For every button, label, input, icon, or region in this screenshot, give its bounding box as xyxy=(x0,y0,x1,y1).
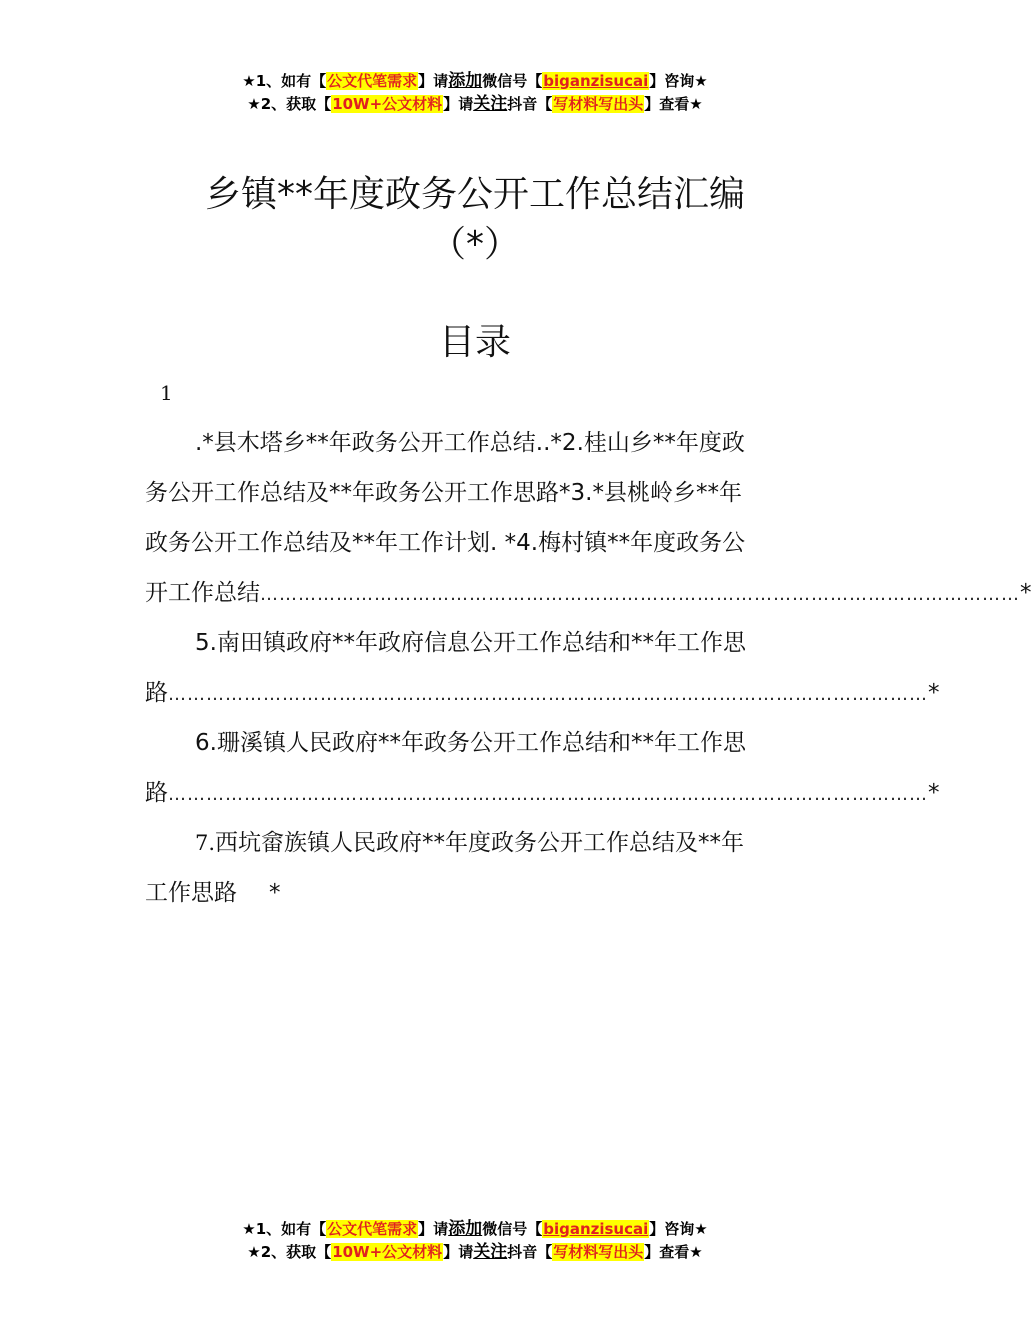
highlight-wechat-id: biganzisucai xyxy=(543,1220,649,1238)
toc-entry-7: 7.西坑畲族镇人民政府**年度政务公开工作总结及**年 xyxy=(195,830,745,856)
dot-leader: ………………………………………………………………………………………………………… xyxy=(260,584,1020,605)
toc-entry-6: 6.珊溪镇人民政府**年政务公开工作总结和**年工作思 xyxy=(195,730,746,756)
toc-entry-4-end: 开工作总结 ………………………………………………………………………………………………………… * xyxy=(145,576,807,612)
highlight-wechat-id: biganzisucai xyxy=(543,72,649,90)
highlight-writing-service: 公文代笔需求 xyxy=(327,1220,418,1238)
document-title-subtitle: （*） xyxy=(429,224,520,265)
highlight-writing-service: 公文代笔需求 xyxy=(327,72,418,90)
toc-entry-5: 5.南田镇政府**年政府信息公开工作总结和**年工作思 xyxy=(195,630,746,656)
highlight-douyin-account: 写材料写出头 xyxy=(553,1243,644,1261)
toc-line: .*县木塔乡**年政务公开工作总结..*2.桂山乡**年度政 xyxy=(195,430,745,456)
toc-entry-6-end: 路 ………………………………………………………………………………………………………… * xyxy=(145,776,807,812)
dot-leader: ………………………………………………………………………………………………………… xyxy=(168,784,928,805)
page-number: 1 xyxy=(160,381,173,405)
toc-page-ref: * xyxy=(269,880,281,906)
top-banner xyxy=(0,70,950,116)
highlight-materials: 10W+公文材料 xyxy=(332,95,443,113)
toc-heading: 目录 xyxy=(438,322,511,363)
banner-line-2: ★2、获取【10W+公文材料】请关注抖音【写材料写出头】查看★ xyxy=(247,94,703,114)
banner-line-1: ★1、如有【公文代笔需求】请添加微信号【biganzisucai】咨询★ xyxy=(242,1219,708,1239)
highlight-douyin-account: 写材料写出头 xyxy=(553,95,644,113)
toc-page-ref: * xyxy=(928,680,940,706)
toc-line: 务公开工作总结及**年政务公开工作思路*3.*县桃岭乡**年 xyxy=(145,480,742,506)
toc-line: 政务公开工作总结及**年工作计划. *4.梅村镇**年度政务公 xyxy=(145,530,746,556)
banner-line-2: ★2、获取【10W+公文材料】请关注抖音【写材料写出头】查看★ xyxy=(247,1242,703,1262)
highlight-materials: 10W+公文材料 xyxy=(332,1243,443,1261)
toc-entry-7-end: 工作思路 * xyxy=(145,880,281,906)
toc-page-ref: * xyxy=(928,780,940,806)
banner-line-1: ★1、如有【公文代笔需求】请添加微信号【biganzisucai】咨询★ xyxy=(242,71,708,91)
dot-leader: ………………………………………………………………………………………………………… xyxy=(168,684,928,705)
toc-entry-5-end: 路 ………………………………………………………………………………………………………… * xyxy=(145,676,807,712)
bottom-banner xyxy=(0,1218,950,1264)
toc-page-ref: * xyxy=(1020,580,1032,606)
document-title: 乡镇**年度政务公开工作总结汇编 xyxy=(204,174,745,215)
